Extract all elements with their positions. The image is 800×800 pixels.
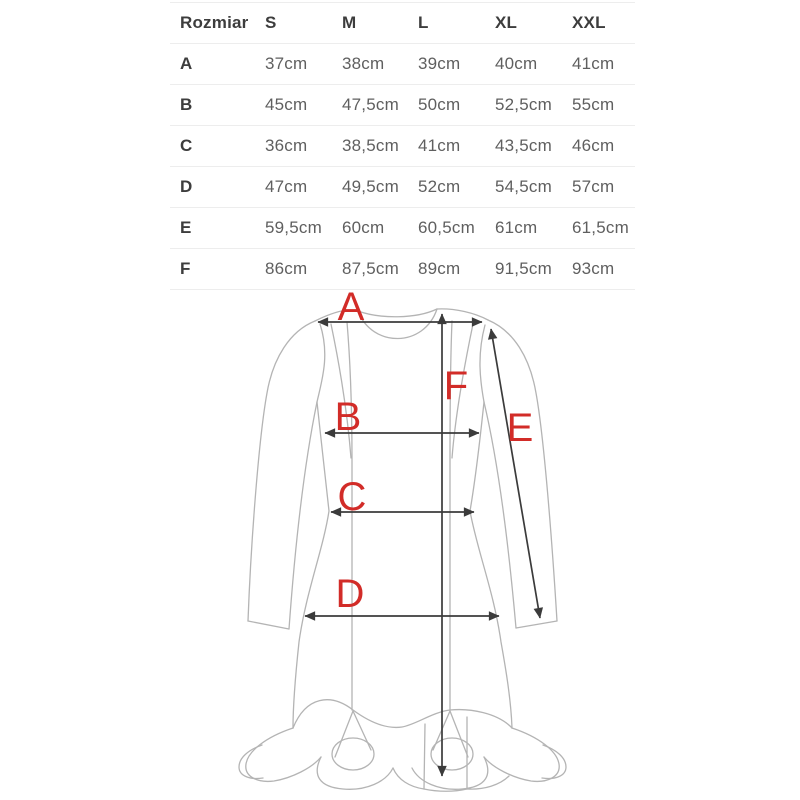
size-cell: 61,5cm	[572, 218, 629, 237]
size-cell: 54,5cm	[495, 177, 552, 196]
measure-label-f: F	[443, 364, 469, 408]
measure-label-a: A	[337, 285, 365, 329]
size-cell: 87,5cm	[342, 259, 399, 278]
size-cell: 59,5cm	[265, 218, 322, 237]
column-header-l: L	[418, 13, 429, 32]
column-header-xl: XL	[495, 13, 518, 32]
dress-outline-sketch	[239, 309, 566, 791]
measure-label-c: C	[337, 475, 367, 519]
size-cell: 55cm	[572, 95, 615, 114]
size-cell: 60,5cm	[418, 218, 475, 237]
size-cell: 47,5cm	[342, 95, 399, 114]
size-cell: 38cm	[342, 54, 385, 73]
size-cell: 60cm	[342, 218, 385, 237]
size-cell: 41cm	[572, 54, 615, 73]
measure-label-b: B	[334, 395, 362, 439]
size-cell: 36cm	[265, 136, 308, 155]
size-cell: 57cm	[572, 177, 615, 196]
measure-label-d: D	[335, 572, 365, 616]
measure-label-e: E	[506, 406, 534, 450]
size-cell: 91,5cm	[495, 259, 552, 278]
column-header-m: M	[342, 13, 357, 32]
size-cell: 45cm	[265, 95, 308, 114]
size-cell: 61cm	[495, 218, 538, 237]
measurement-labels	[335, 285, 534, 616]
size-cell: 46cm	[572, 136, 615, 155]
size-cell: 41cm	[418, 136, 461, 155]
size-cell: 43,5cm	[495, 136, 552, 155]
row-label: C	[180, 136, 193, 155]
row-label: B	[180, 95, 193, 114]
column-header-s: S	[265, 13, 277, 32]
size-cell: 39cm	[418, 54, 461, 73]
size-cell: 93cm	[572, 259, 615, 278]
row-label: D	[180, 177, 193, 196]
size-cell: 38,5cm	[342, 136, 399, 155]
measurement-arrows	[305, 314, 540, 776]
size-cell: 37cm	[265, 54, 308, 73]
size-cell: 49,5cm	[342, 177, 399, 196]
size-cell: 47cm	[265, 177, 308, 196]
column-header-rozmiar: Rozmiar	[180, 13, 249, 32]
row-label: E	[180, 218, 192, 237]
size-cell: 86cm	[265, 259, 308, 278]
size-cell: 52,5cm	[495, 95, 552, 114]
row-label: F	[180, 259, 191, 278]
size-cell: 40cm	[495, 54, 538, 73]
column-header-xxl: XXL	[572, 13, 606, 32]
size-cell: 50cm	[418, 95, 461, 114]
size-cell: 89cm	[418, 259, 461, 278]
size-cell: 52cm	[418, 177, 461, 196]
row-label: A	[180, 54, 193, 73]
